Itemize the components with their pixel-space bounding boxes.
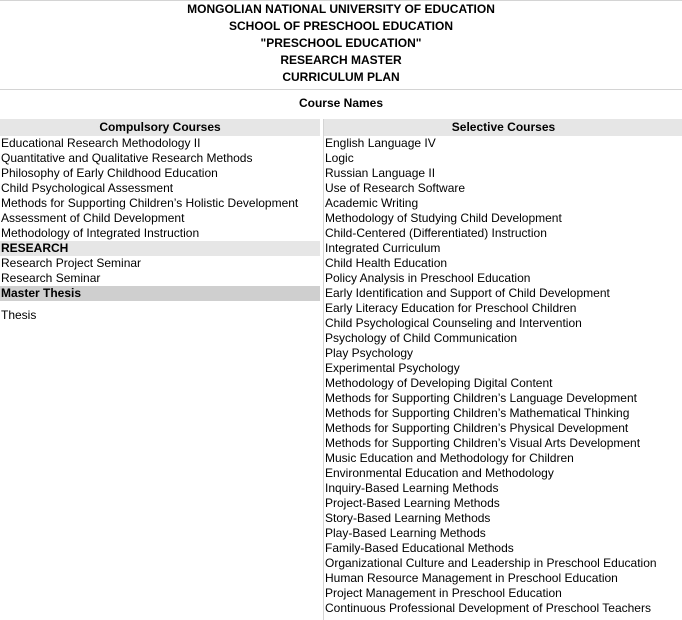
compulsory-course: Assessment of Child Development <box>1 211 185 225</box>
master-thesis-header: Master Thesis <box>0 286 320 301</box>
selective-course: Early Identification and Support of Child Development <box>325 286 610 300</box>
selective-course: Child-Centered (Differentiated) Instruction <box>325 226 547 240</box>
selective-course: Use of Research Software <box>325 181 466 195</box>
selective-course: Policy Analysis in Preschool Education <box>325 271 531 285</box>
thesis-item: Thesis <box>1 308 37 322</box>
selective-course: Story-Based Learning Methods <box>325 511 491 525</box>
selective-course: Play Psychology <box>325 346 414 360</box>
divider <box>0 89 682 90</box>
school-name: SCHOOL OF PRESCHOOL EDUCATION <box>228 19 453 33</box>
selective-course: Methods for Supporting Children’s Mathematical Thinking <box>325 406 630 420</box>
selective-column <box>323 119 682 620</box>
selective-course: Human Resource Management in Preschool Education <box>325 571 618 585</box>
compulsory-course: Educational Research Methodology II <box>1 136 201 150</box>
selective-course: Child Psychological Counseling and Intervention <box>325 316 582 330</box>
selective-course: Music Education and Methodology for Children <box>325 451 574 465</box>
course-names-heading: Course Names <box>298 96 384 110</box>
compulsory-course: Methodology of Integrated Instruction <box>1 226 200 240</box>
selective-course: Child Health Education <box>325 256 448 270</box>
selective-course: Academic Writing <box>325 196 419 210</box>
selective-course: Methods for Supporting Children’s Visual Arts Development <box>325 436 641 450</box>
university-name: MONGOLIAN NATIONAL UNIVERSITY OF EDUCATION <box>187 2 495 16</box>
selective-course: Early Literacy Education for Preschool Children <box>325 301 577 315</box>
selective-course: English Language IV <box>325 136 436 150</box>
selective-course: Organizational Culture and Leadership in Preschool Education <box>325 556 657 570</box>
selective-course: Experimental Psychology <box>325 361 460 375</box>
compulsory-course: Philosophy of Early Childhood Education <box>1 166 218 180</box>
compulsory-header: Compulsory Courses <box>0 119 320 136</box>
compulsory-course: Child Psychological Assessment <box>1 181 174 195</box>
selective-course: Inquiry-Based Learning Methods <box>325 481 499 495</box>
selective-course: Family-Based Educational Methods <box>325 541 514 555</box>
compulsory-course: Methods for Supporting Children’s Holistic Development <box>1 196 299 210</box>
selective-course: Psychology of Child Communication <box>325 331 518 345</box>
research-item: Research Project Seminar <box>1 256 142 270</box>
selective-course: Methodology of Developing Digital Content <box>325 376 553 390</box>
compulsory-column <box>0 119 320 323</box>
selective-course: Continuous Professional Development of Preschool Teachers <box>325 601 651 615</box>
document-title <box>0 0 682 86</box>
selective-course: Russian Language II <box>325 166 436 180</box>
research-item: Research Seminar <box>1 271 101 285</box>
selective-course: Logic <box>325 151 354 165</box>
selective-course-list <box>324 136 682 616</box>
selective-course: Integrated Curriculum <box>325 241 441 255</box>
degree-type: RESEARCH MASTER <box>280 53 402 67</box>
program-name: "PRESCHOOL EDUCATION" <box>260 36 422 50</box>
selective-course: Methodology of Studying Child Development <box>325 211 562 225</box>
plan-title: CURRICULUM PLAN <box>282 70 400 84</box>
research-section-header: RESEARCH <box>0 241 320 256</box>
selective-course: Project Management in Preschool Education <box>325 586 562 600</box>
compulsory-course: Quantitative and Qualitative Research Methods <box>1 151 253 165</box>
selective-course: Play-Based Learning Methods <box>325 526 486 540</box>
selective-course: Project-Based Learning Methods <box>325 496 500 510</box>
selective-course: Methods for Supporting Children’s Language Development <box>325 391 637 405</box>
selective-course: Environmental Education and Methodology <box>325 466 554 480</box>
selective-course: Methods for Supporting Children’s Physical Development <box>325 421 629 435</box>
selective-header: Selective Courses <box>324 119 682 136</box>
